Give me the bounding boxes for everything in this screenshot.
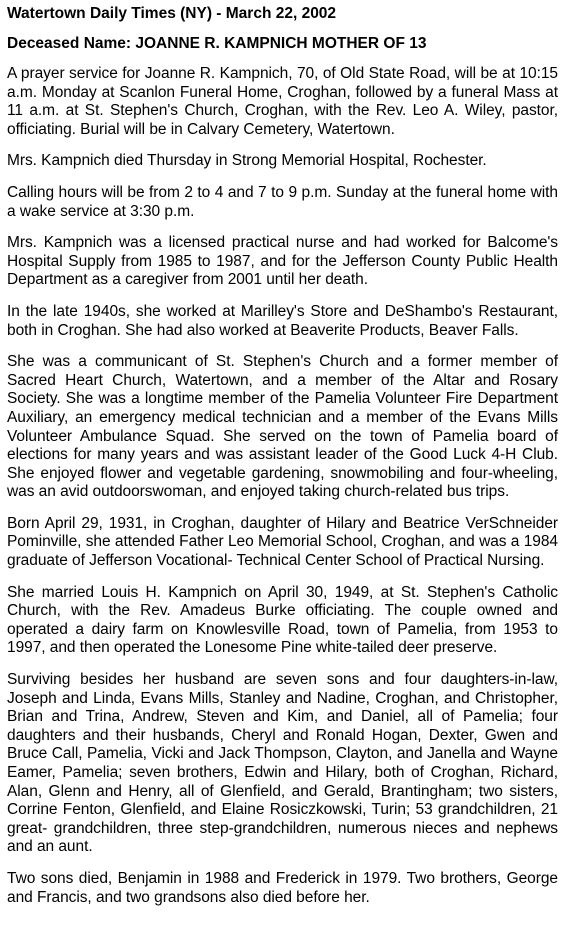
paragraph-survivors: Surviving besides her husband are seven sons and four daughters-in-law, Joseph and Linda, Evans Mills, Stanley and Nadine, Croghan, and Christopher, Brian and Trina, Andrew, Steven and Kim, and Daniel, all of Pamelia; four daughters and their husbands, Cheryl and Ronald Hogan, Dexter, Gwen and Bruce Call, Pamelia, Vicki and Jack Thompson, Clayton, and Janella and Wayne Eamer, Pamelia; seven brothers, Edwin and Hilary, both of Croghan, Richard, Alan, Glenn and Henry, all of Glenfield, and Gerald, Brantingham; two sisters, Corrine Fenton, Glenfield, and Elaine Rosiczkowski, Turin; 53 grandchildren, 21 great- grandchildren, three step-grandchildren, numerous nieces and nephews and an aunt. [7, 671, 558, 856]
paragraph-calling-hours: Calling hours will be from 2 to 4 and 7 to 9 p.m. Sunday at the funeral home with a wake service at 3:30 p.m. [7, 183, 558, 220]
paragraph-service: A prayer service for Joanne R. Kampnich, 70, of Old State Road, will be at 10:15 a.m. Monday at Scanlon Funeral Home, Croghan, followed by a funeral Mass at 11 a.m. at St. Stephen's Church, Croghan, with the Rev. Leo A. Wiley, pastor, officiating. Burial will be in Calvary Cemetery, Watertown. [7, 65, 558, 138]
source-line: Watertown Daily Times (NY) - March 22, 2002 [7, 5, 337, 22]
deceased-name-line: Deceased Name: JOANNE R. KAMPNICH MOTHER OF 13 [7, 35, 427, 52]
paragraph-career: Mrs. Kampnich was a licensed practical nurse and had worked for Balcome's Hospital Supply from 1985 to 1987, and for the Jefferson County Public Health Department as a caregiver from 2001 until her death. [7, 234, 558, 289]
paragraph-marriage: She married Louis H. Kampnich on April 30, 1949, at St. Stephen's Catholic Church, with the Rev. Amadeus Burke officiating. The couple owned and operated a dairy farm on Knowlesville Road, town of Pamelia, from 1953 to 1997, and then operated the Lonesome Pine white-tailed deer preserve. [7, 583, 558, 657]
paragraph-early-work: In the late 1940s, she worked at Marilley's Store and DeShambo's Restaurant, both in Croghan. She had also worked at Beaverite Products, Beaver Falls. [7, 302, 558, 339]
paragraph-birth: Born April 29, 1931, in Croghan, daughter of Hilary and Beatrice VerSchneider Pominville, she attended Father Leo Memorial School, Croghan, and was a 1984 graduate of Jefferson Vocational- Technical Center School of Practical Nursing. [7, 514, 558, 570]
paragraph-death: Mrs. Kampnich died Thursday in Strong Memorial Hospital, Rochester. [7, 152, 487, 170]
paragraph-predeceased: Two sons died, Benjamin in 1988 and Frederick in 1979. Two brothers, George and Francis, and two grandsons also died before her. [7, 869, 558, 906]
paragraph-community: She was a communicant of St. Stephen's Church and a former member of Sacred Heart Church, Watertown, and a member of the Altar and Rosary Society. She was a longtime member of the Pamelia Volunteer Fire Department Auxiliary, an emergency medical technician and a member of the Evans Mills Volunteer Ambulance Squad. She served on the town of Pamelia board of elections for many years and was assistant leader of the Good Luck 4-H Club. She enjoyed flower and vegetable gardening, snowmobiling and four-wheeling, was an avid outdoorswoman, and enjoyed taking church-related bus trips. [7, 353, 558, 501]
obituary-document [7, 4, 558, 907]
